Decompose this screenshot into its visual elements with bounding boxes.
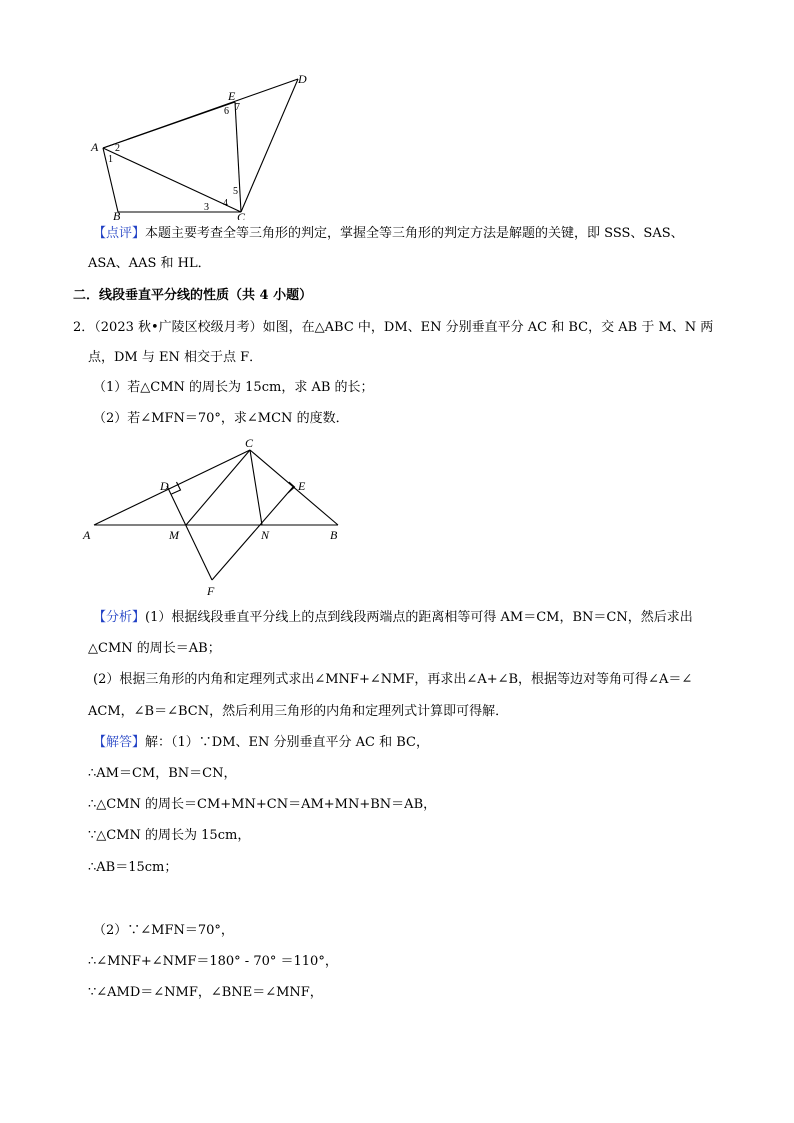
problem-question-1: （1）若△CMN 的周长为 15cm，求 AB 的长； [93, 380, 374, 395]
fig1-angle-5: 5 [233, 186, 238, 197]
fig1-label-c: C [237, 210, 246, 220]
solution-text-1: 解：（1）∵DM、EN 分别垂直平分 AC 和 BC， [145, 735, 429, 750]
fig1-angle-7: 7 [235, 102, 240, 113]
fig1-angle-6: 6 [224, 106, 229, 117]
segment-ef [212, 487, 293, 580]
analysis-text-3: (2）根据三角形的内角和定理列式求出∠MNF+∠NMF，再求出∠A+∠B，根据等边对等角可得∠A＝∠ [93, 672, 693, 687]
solution-text-4: ∵△CMN 的周长为 15cm， [88, 828, 251, 843]
segment-cd [241, 79, 298, 212]
fig2-label-e: E [298, 479, 306, 493]
review-text-1: 本题主要考查全等三角形的判定，掌握全等三角形的判定方法是解题的关键，即 SSS、SAS、 [145, 226, 684, 241]
analysis-tag: 【分析】 [93, 610, 146, 625]
fig2-label-c: C [245, 438, 254, 450]
problem-line-1: 2．（2023 秋•广陵区校级月考）如图，在△ABC 中，DM、EN 分别垂直平分 AC 和 BC，交 AB 于 M、N 两 [73, 320, 714, 335]
solution-text-6: （2）∵∠MFN＝70°， [93, 923, 234, 938]
analysis-text-4: ACM，∠B＝∠BCN，然后利用三角形的内角和定理列式计算即可得解． [88, 704, 509, 719]
segment-ae [103, 102, 235, 148]
problem-line-2: 点，DM 与 EN 相交于点 F． [88, 350, 263, 365]
solution-text-3: ∴△CMN 的周长＝CM+MN+CN＝AM+MN+BN＝AB， [88, 797, 437, 812]
figure-1-quadrilateral [80, 70, 320, 220]
review-text-2: ASA、AAS 和 HL． [88, 256, 211, 271]
fig2-label-a: A [83, 528, 91, 542]
fig1-angle-1: 1 [108, 154, 113, 165]
solution-tag: 【解答】 [93, 735, 146, 750]
fig2-label-m: M [169, 528, 179, 542]
segment-mc [186, 450, 250, 525]
problem-question-2: （2）若∠MFN＝70°，求∠MCN 的度数． [93, 411, 349, 426]
review-line-1 [93, 225, 684, 243]
fig1-label-a: A [91, 140, 99, 154]
solution-text-2: ∴AM＝CM，BN＝CN， [88, 766, 237, 781]
solution-text-8: ∵∠AMD＝∠NMF，∠BNE＝∠MNF， [88, 985, 323, 1000]
solution-text-5: ∴AB＝15cm； [88, 860, 178, 875]
segment-ac [94, 450, 250, 525]
segment-nc [250, 450, 262, 525]
solution-line-1 [93, 734, 429, 752]
analysis-text-2: △CMN 的周长＝AB； [88, 641, 221, 656]
fig1-angle-4: 4 [223, 198, 228, 209]
fig2-label-d: D [160, 479, 169, 493]
fig1-angle-3: 3 [204, 202, 209, 213]
review-tag: 【点评】 [93, 226, 146, 241]
figure-2-triangle [80, 438, 360, 598]
analysis-text-1: (1）根据线段垂直平分线上的点到线段两端点的距离相等可得 AM＝CM，BN＝CN，然后求出 [145, 610, 693, 625]
fig1-label-b: B [113, 209, 121, 220]
fig1-label-e: E [228, 89, 236, 103]
fig2-label-b: B [330, 528, 338, 542]
fig2-label-f: F [207, 584, 215, 598]
segment-ac [103, 148, 241, 212]
section-title: 二．线段垂直平分线的性质（共 4 小题） [73, 288, 313, 303]
fig2-label-n: N [261, 528, 270, 542]
fig1-label-d: D [298, 72, 307, 86]
solution-text-7: ∴∠MNF+∠NMF＝180° - 70° ＝110°， [88, 954, 338, 969]
analysis-line-1 [93, 609, 693, 627]
fig1-angle-2: 2 [115, 143, 120, 154]
